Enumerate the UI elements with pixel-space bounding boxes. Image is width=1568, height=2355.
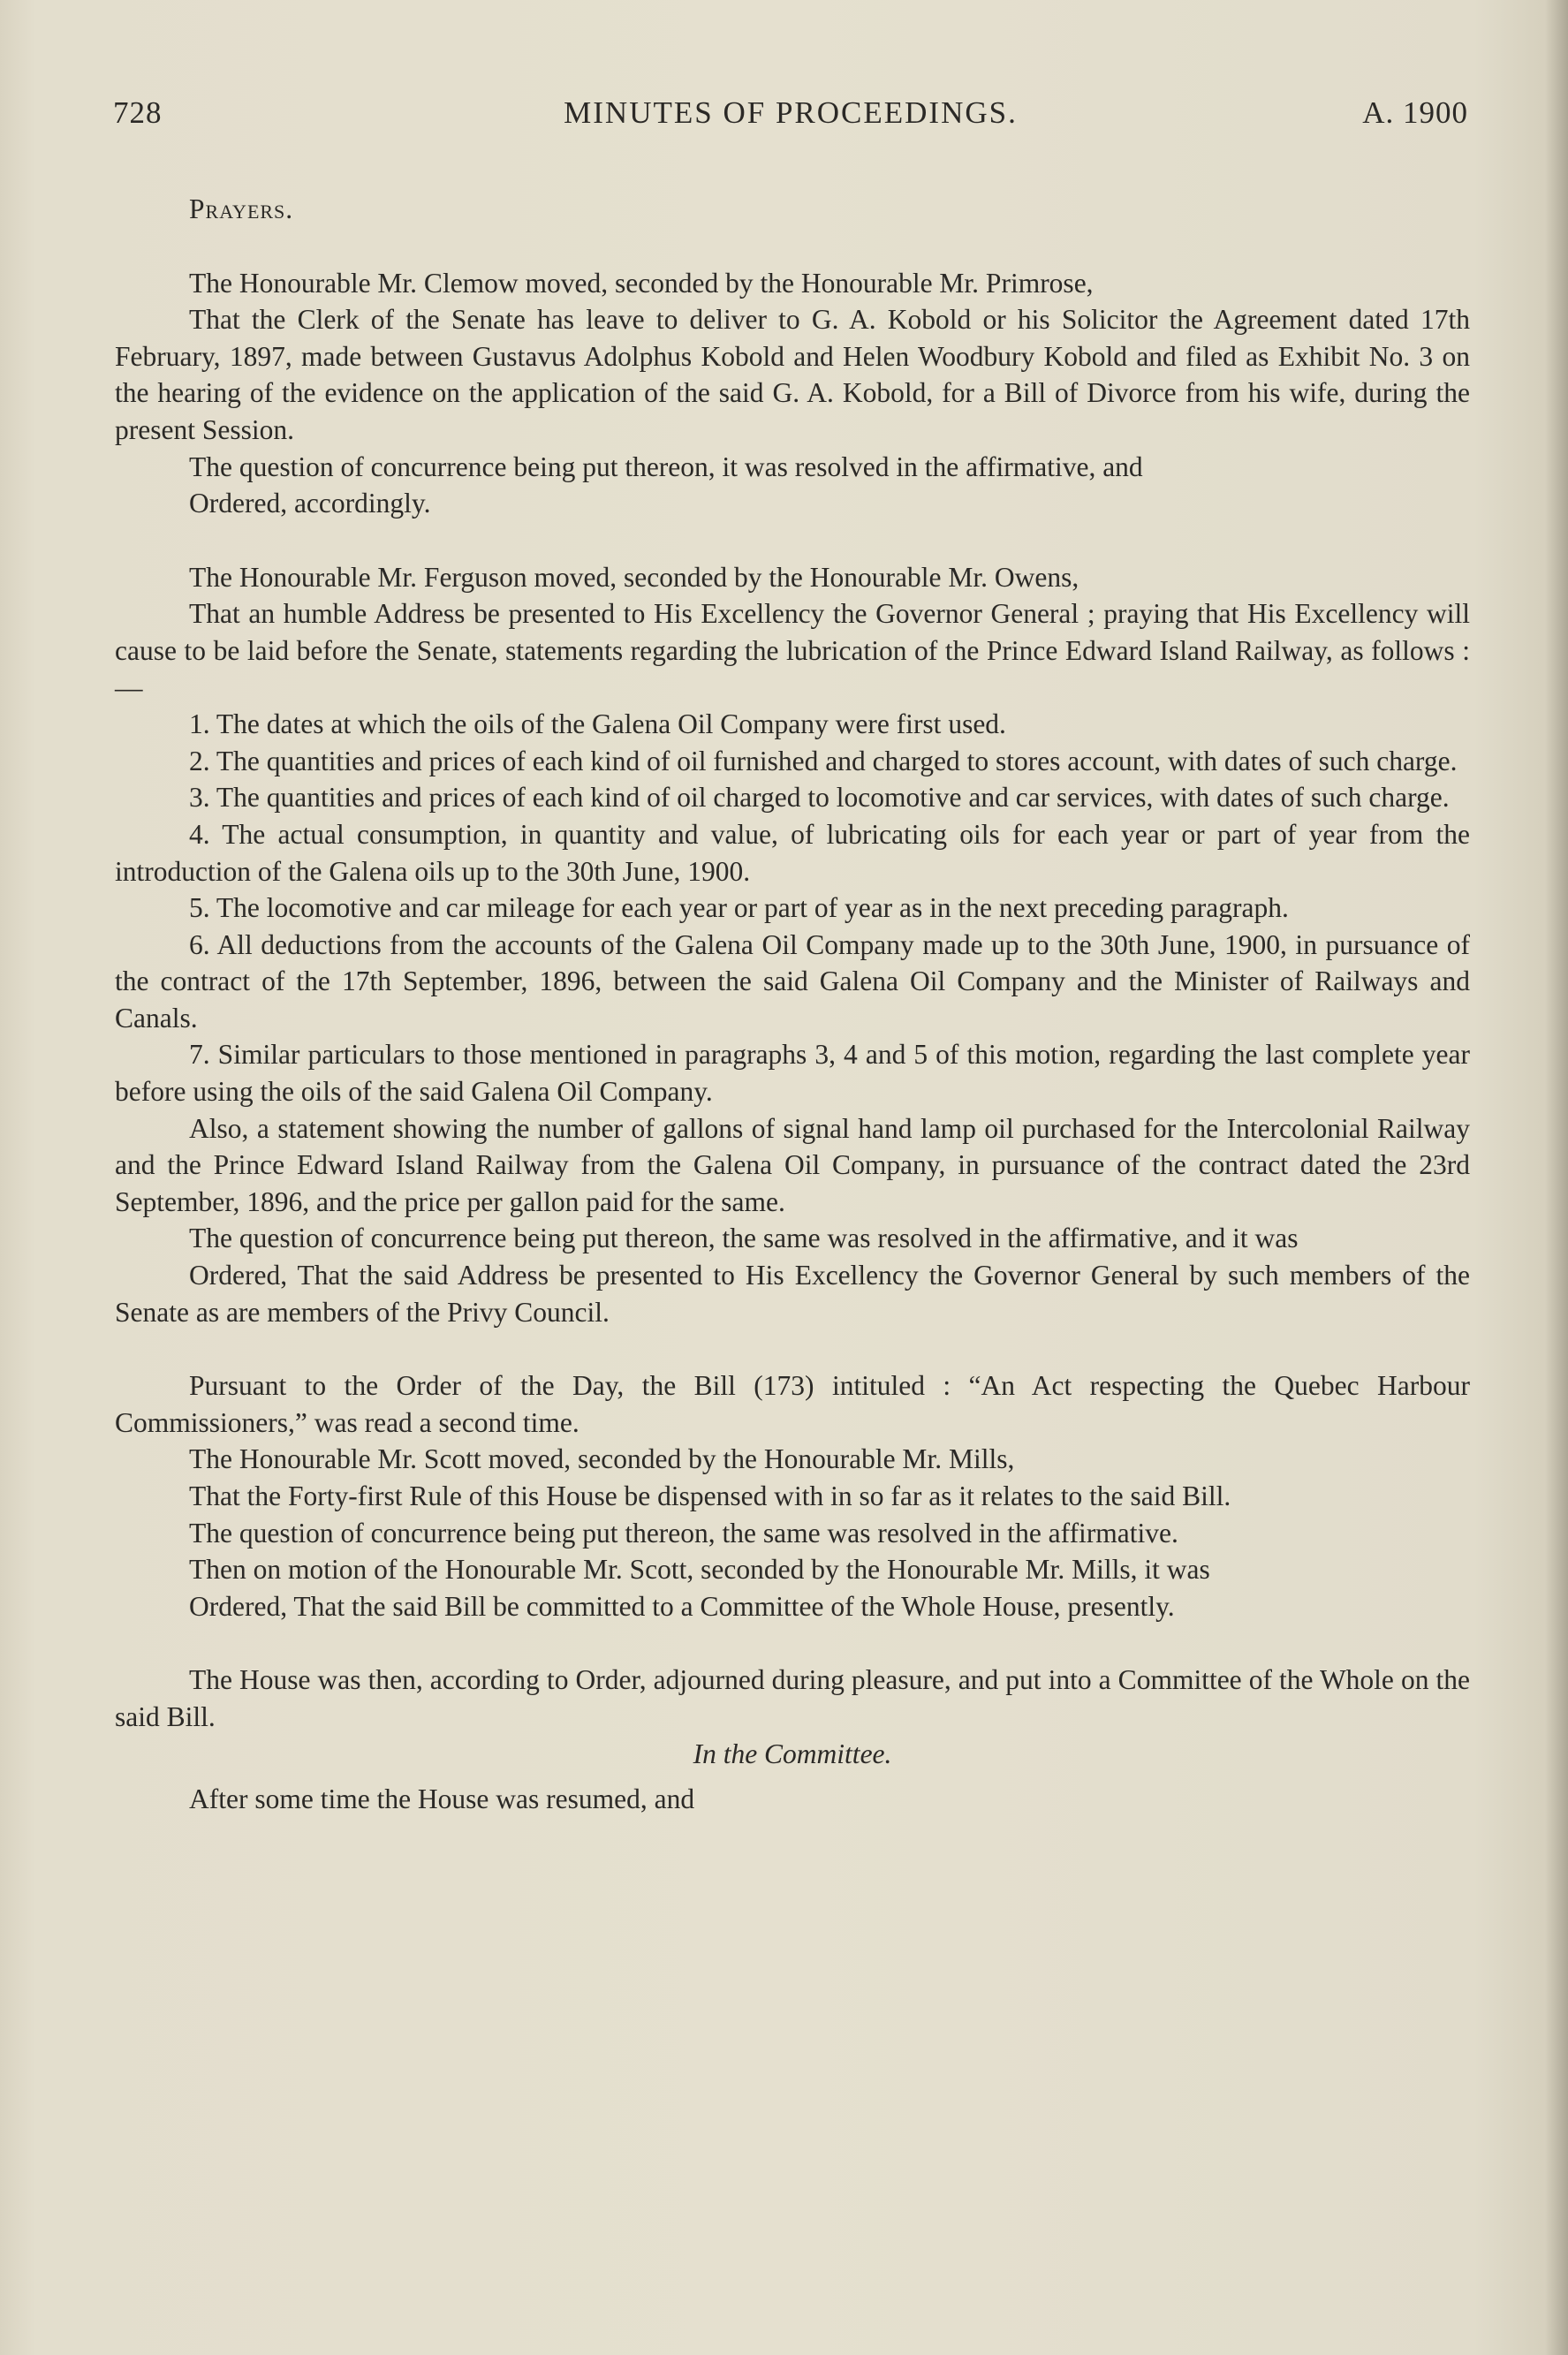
paragraph: Ordered, That the said Address be presented to His Excellency the Governor General by such members of the Senate as are members of the Privy Council. xyxy=(115,1260,1470,1328)
spacer xyxy=(115,1772,1470,1781)
running-header xyxy=(113,95,1468,138)
page-title: MINUTES OF PROCEEDINGS. xyxy=(564,95,1018,130)
page-number: 728 xyxy=(113,95,163,130)
paragraph: The House was then, according to Order, adjourned during pleasure, and put into a Committee of the Whole on the said Bill. xyxy=(115,1664,1470,1732)
spacer xyxy=(115,1624,1470,1662)
page-edge-shadow xyxy=(1545,0,1568,2355)
paragraph: Also, a statement showing the number of gallons of signal hand lamp oil purchased for the Intercolonial Railway and the Prince Edward Island Railway from the Galena Oil Company, in pursuance of the contract dated the 23rd September, 1896, and the price per gallon paid for the same. xyxy=(115,1112,1470,1217)
list-item: 7. Similar particulars to those mentioned in paragraphs 3, 4 and 5 of this motion, regarding the last complete year before using the oils of the said Galena Oil Company. xyxy=(115,1039,1470,1108)
paragraph: The question of concurrence being put thereon, the same was resolved in the affirmative. xyxy=(189,1517,1178,1549)
list-item: 4. The actual consumption, in quantity and value, of lubricating oils for each year or part of year from the introduction of the Galena oils up to the 30th June, 1900. xyxy=(115,818,1470,887)
paragraph: The Honourable Mr. Scott moved, seconded by the Honourable Mr. Mills, xyxy=(189,1443,1015,1475)
list-item: 3. The quantities and prices of each kind of oil charged to locomotive and car services, with dates of such charge. xyxy=(189,782,1450,814)
committee-heading: In the Committee. xyxy=(693,1738,892,1769)
paragraph: The question of concurrence being put thereon, it was resolved in the affirmative, and xyxy=(189,451,1143,482)
paragraph: The question of concurrence being put thereon, the same was resolved in the affirmative, and it was xyxy=(189,1223,1299,1254)
spacer xyxy=(115,228,1470,265)
minutes-body xyxy=(115,191,1470,1818)
list-item: 6. All deductions from the accounts of the Galena Oil Company made up to the 30th June, 1900, in pursuance of the contract of the 17th September, 1896, between the said Galena Oil Company and the Minister of Railways and Canals. xyxy=(115,928,1470,1034)
paragraph: Then on motion of the Honourable Mr. Scott, seconded by the Honourable Mr. Mills, it was xyxy=(189,1554,1210,1586)
spacer xyxy=(115,522,1470,559)
paragraph: After some time the House was resumed, and xyxy=(189,1783,695,1815)
paragraph: That the Forty-first Rule of this House be dispensed with in so far as it relates to the said Bill. xyxy=(189,1480,1231,1511)
paragraph: The Honourable Mr. Clemow moved, seconded by the Honourable Mr. Primrose, xyxy=(189,267,1094,299)
list-item: 2. The quantities and prices of each kind of oil furnished and charged to stores account, with dates of such charge. xyxy=(189,745,1458,776)
list-item: 5. The locomotive and car mileage for each year or part of year as in the next preceding paragraph. xyxy=(189,892,1289,924)
paragraph: Ordered, accordingly. xyxy=(189,488,431,519)
paragraph: The Honourable Mr. Ferguson moved, seconded by the Honourable Mr. Owens, xyxy=(189,561,1079,593)
paragraph: Pursuant to the Order of the Day, the Bill (173) intituled : “An Act respecting the Quebec Harbour Commissioners,” was read a second time. xyxy=(115,1370,1470,1438)
header-year: A. 1900 xyxy=(1362,95,1468,130)
spacer xyxy=(115,1330,1470,1367)
paragraph: That the Clerk of the Senate has leave to deliver to G. A. Kobold or his Solicitor the Agreement dated 17th February, 1897, made between Gustavus Adolphus Kobold and Helen Woodbury Kobold and filed as Exhibit No. 3 on the hearing of the evidence on the application of the said G. A. Kobold, for a Bill of Divorce from his wife, during the present Session. xyxy=(115,304,1470,445)
paragraph: Ordered, That the said Bill be committed to a Committee of the Whole House, presently. xyxy=(189,1590,1175,1622)
paragraph: That an humble Address be presented to His Excellency the Governor General ; praying that His Excellency will cause to be laid before the Senate, statements regarding the lubrication of the Prince Edward Island Railway, as follows :— xyxy=(115,598,1470,703)
list-item: 1. The dates at which the oils of the Galena Oil Company were first used. xyxy=(189,708,1006,740)
section-heading-prayers: Prayers. xyxy=(189,193,294,224)
